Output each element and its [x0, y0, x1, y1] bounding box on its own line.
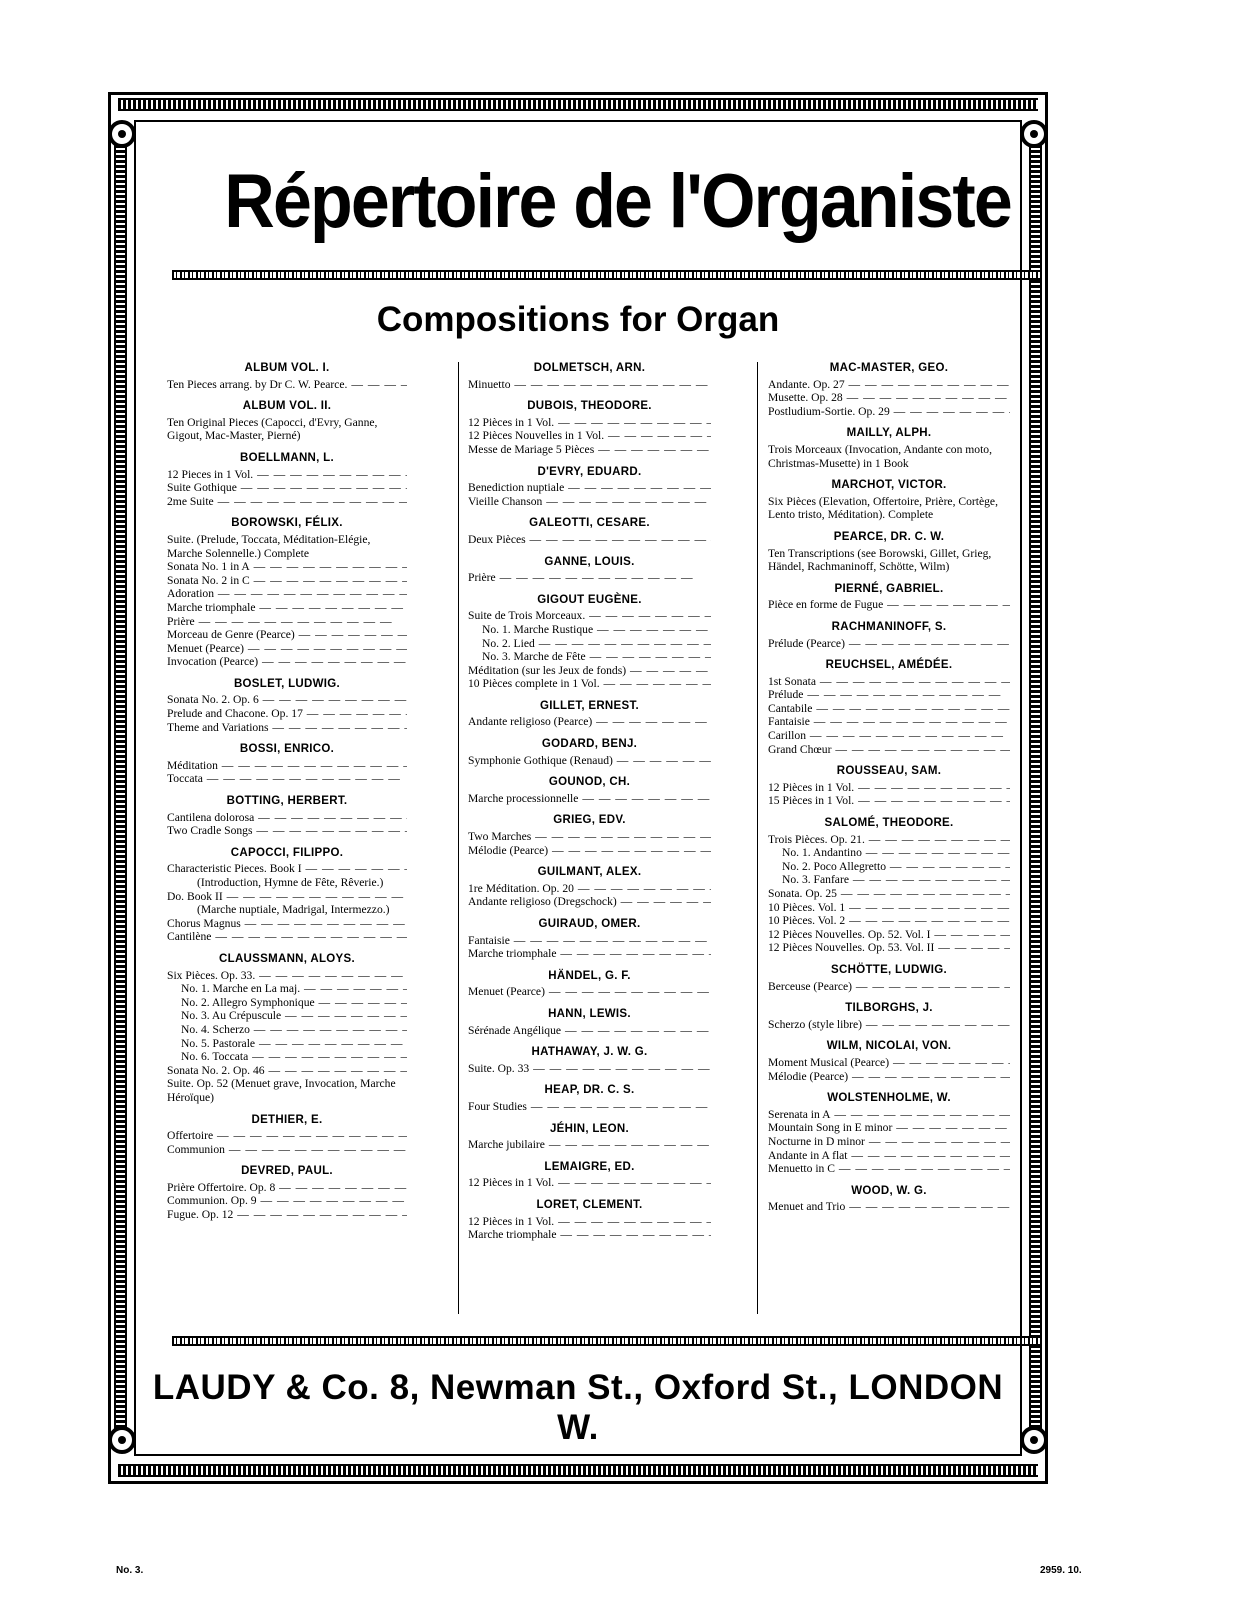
catalogue-item: 12 Pièces Nouvelles. Op. 53. Vol. II — — —: [768, 941, 1010, 955]
chain-border-bottom: [118, 1464, 1038, 1477]
catalogue-column-2: [468, 362, 711, 1242]
page-subtitle: Compositions for Organ: [376, 300, 780, 339]
composer-heading: GUIRAUD, OMER.: [538, 918, 641, 930]
catalogue-item: Marche processionnelle — — —: [468, 792, 711, 806]
composer-heading: JÉHIN, LEON.: [549, 1122, 629, 1135]
catalogue-item: Four Studies — — —: [468, 1100, 711, 1114]
catalogue-item: No. 3. Fanfare — — —: [768, 873, 1010, 887]
composer-heading: LORET, CLEMENT.: [536, 1198, 643, 1211]
chain-border-top: [118, 98, 1038, 111]
catalogue-item: Cantilena dolorosa — — —: [167, 811, 407, 825]
catalogue-item: Andante religioso (Pearce) — — —: [468, 715, 711, 729]
catalogue-item: Prière Offertoire. Op. 8 — — —: [167, 1181, 407, 1195]
composer-heading: DUBOIS, THEODORE.: [527, 400, 652, 413]
ornamental-rule-top: [172, 270, 1040, 280]
catalogue-item: Benediction nuptiale — — —: [468, 481, 711, 495]
catalogue-item: Trois Pièces. Op. 21. — — —: [768, 833, 1010, 847]
composer-heading: HATHAWAY, J. W. G.: [531, 1046, 648, 1059]
composer-heading: REUCHSEL, AMÉDÉE.: [825, 659, 953, 672]
catalogue-item: Menuet (Pearce) — — —: [468, 985, 711, 999]
corner-scroll-ornament: [1020, 120, 1048, 148]
catalogue-item: Toccata — — —: [167, 772, 407, 786]
composer-heading: LEMAIGRE, ED.: [544, 1160, 635, 1173]
catalogue-item: Postludium-Sortie. Op. 29 — — —: [768, 405, 1010, 419]
catalogue-item: 10 Pièces. Vol. 2 — — —: [768, 914, 1010, 928]
catalogue-item: Grand Chœur — — —: [768, 743, 1010, 757]
column-divider: [458, 362, 459, 1314]
composer-heading: HÄNDEL, G. F.: [548, 969, 631, 982]
catalogue-item: (Introduction, Hymne de Fête, Rêverie.): [197, 876, 384, 889]
catalogue-column-3: [768, 362, 1010, 1214]
catalogue-item: No. 1. Marche Rustique — — —: [468, 623, 711, 637]
composer-heading: HANN, LEWIS.: [548, 1007, 631, 1020]
page-title: Répertoire de l'Organiste: [224, 159, 1011, 244]
catalogue-item: 12 Pièces in 1 Vol. — — —: [468, 1176, 711, 1190]
catalogue-item: Chorus Magnus — — —: [167, 917, 407, 931]
catalogue-item: Suite de Trois Morceaux. — — —: [468, 609, 711, 623]
catalogue-item: Ten Transcriptions (see Borowski, Gillet, Grieg, Händel, Rachmaninoff, Schötte, Wilm): [768, 546, 992, 574]
catalogue-item: 2me Suite — — —: [167, 495, 407, 509]
catalogue-item: Mélodie (Pearce) — — —: [768, 1070, 1010, 1084]
composer-heading: GALEOTTI, CESARE.: [529, 517, 650, 530]
catalogue-item: 10 Pièces. Vol. 1 — — —: [768, 901, 1010, 915]
catalogue-item: Suite. (Prelude, Toccata, Méditation-Elégie, Marche Solennelle.) Complete: [167, 532, 371, 560]
composer-heading: ROUSSEAU, SAM.: [836, 765, 942, 778]
catalogue-item: Suite. Op. 33 — — —: [468, 1062, 711, 1076]
catalogue-item: No. 3. Au Crépuscule — — —: [167, 1009, 407, 1023]
catalogue-item: Cantabile — — —: [768, 702, 1010, 716]
catalogue-item: Menuet and Trio — — —: [768, 1200, 1010, 1214]
composer-heading: ALBUM VOL. II.: [242, 400, 332, 413]
catalogue-item: Messe de Mariage 5 Pièces — — —: [468, 443, 711, 457]
catalogue-item: Vieille Chanson — — —: [468, 495, 711, 509]
composer-heading: D'EVRY, EDUARD.: [537, 465, 642, 478]
catalogue-item: 15 Pièces in 1 Vol. — — —: [768, 794, 1010, 808]
catalogue-item: Do. Book II — — —: [167, 890, 407, 904]
composer-heading: MARCHOT, VICTOR.: [831, 479, 947, 492]
catalogue-item: No. 4. Scherzo — — —: [167, 1023, 407, 1037]
plate-number-left: No. 3.: [116, 1565, 144, 1576]
catalogue-item: Fantaisie — — —: [468, 934, 711, 948]
chain-border-left: [114, 140, 127, 1440]
catalogue-item: Offertoire — — —: [167, 1129, 407, 1143]
composer-heading: GOUNOD, CH.: [548, 776, 631, 789]
composer-heading: PIERNÉ, GABRIEL.: [834, 582, 944, 595]
catalogue-item: Marche triomphale — — —: [468, 947, 711, 961]
catalogue-item: Sonata. Op. 25 — — —: [768, 887, 1010, 901]
composer-heading: PEARCE, DR. C. W.: [833, 530, 945, 543]
catalogue-item: Marche jubilaire — — —: [468, 1138, 711, 1152]
catalogue-item: (Marche nuptiale, Madrigal, Intermezzo.): [197, 903, 390, 917]
catalogue-item: Nocturne in D minor — — —: [768, 1135, 1010, 1149]
composer-heading: WOOD, W. G.: [851, 1184, 927, 1197]
catalogue-item: Symphonie Gothique (Renaud) — — —: [468, 754, 711, 768]
composer-heading: GODARD, BENJ.: [541, 738, 638, 751]
composer-heading: BOTTING, HERBERT.: [226, 795, 348, 808]
catalogue-item: No. 1. Marche en La maj. — — —: [167, 982, 407, 996]
catalogue-item: Scherzo (style libre) — — —: [768, 1018, 1010, 1032]
catalogue-item: Sonata No. 2 in C — — —: [167, 574, 407, 588]
column-divider: [757, 362, 758, 1314]
composer-heading: DETHIER, E.: [251, 1113, 323, 1126]
composer-heading: BOSLET, LUDWIG.: [233, 677, 341, 690]
composer-heading: MAILLY, ALPH.: [846, 427, 932, 440]
catalogue-item: Two Cradle Songs — — —: [167, 824, 407, 838]
composer-heading: HEAP, DR. C. S.: [544, 1084, 635, 1097]
composer-heading: RACHMANINOFF, S.: [831, 620, 947, 633]
catalogue-item: 12 Pieces in 1 Vol. — — —: [167, 468, 407, 482]
catalogue-item: 12 Pièces in 1 Vol. — — —: [768, 781, 1010, 795]
catalogue-item: Berceuse (Pearce) — — —: [768, 980, 1010, 994]
catalogue-item: No. 3. Marche de Fête — — —: [468, 650, 711, 664]
catalogue-item: Sonata No. 1 in A — — —: [167, 560, 407, 574]
catalogue-item: Fantaisie — — —: [768, 715, 1010, 729]
composer-heading: CAPOCCI, FILIPPO.: [230, 846, 344, 859]
catalogue-item: Prélude — — —: [768, 688, 1010, 702]
catalogue-item: Sonata No. 2. Op. 46 — — —: [167, 1064, 407, 1078]
catalogue-item: Andante in A flat — — —: [768, 1149, 1010, 1163]
catalogue-item: 12 Pièces in 1 Vol. — — —: [468, 416, 711, 430]
catalogue-item: Communion — — —: [167, 1143, 407, 1157]
composer-heading: TILBORGHS, J.: [845, 1002, 933, 1015]
catalogue-item: Minuetto — — —: [468, 378, 711, 392]
composer-heading: ALBUM VOL. I.: [244, 362, 330, 374]
catalogue-item: Mountain Song in E minor — — —: [768, 1121, 1010, 1135]
composer-heading: GIGOUT EUGÈNE.: [537, 593, 642, 606]
catalogue-item: Carillon — — —: [768, 729, 1010, 743]
composer-heading: WOLSTENHOLME, W.: [827, 1092, 951, 1105]
composer-heading: BOELLMANN, L.: [240, 451, 334, 464]
catalogue-item: Menuet (Pearce) — — —: [167, 642, 407, 656]
catalogue-item: Andante religioso (Dregschock) — — —: [468, 895, 711, 909]
catalogue-item: Two Marches — — —: [468, 830, 711, 844]
catalogue-item: Characteristic Pieces. Book I — — —: [167, 862, 407, 876]
composer-heading: MAC-MASTER, GEO.: [829, 362, 949, 374]
catalogue-item: 1st Sonata — — —: [768, 675, 1010, 689]
catalogue-item: 12 Pièces in 1 Vol. — — —: [468, 1215, 711, 1229]
catalogue-item: No. 2. Lied — — —: [468, 637, 711, 651]
catalogue-item: No. 2. Poco Allegretto — — —: [768, 860, 1010, 874]
catalogue-item: Suite Gothique — — —: [167, 481, 407, 495]
composer-heading: GILLET, ERNEST.: [539, 699, 640, 712]
catalogue-item: Sonata No. 2. Op. 6 — — —: [167, 693, 407, 707]
catalogue-item: Pièce en forme de Fugue — — —: [768, 598, 1010, 612]
catalogue-item: Theme and Variations — — —: [167, 721, 407, 735]
catalogue-item: 10 Pièces complete in 1 Vol. — — —: [468, 677, 711, 691]
composer-heading: SCHÖTTE, LUDWIG.: [831, 963, 947, 976]
publisher-imprint: LAUDY & Co. 8, Newman St., Oxford St., LONDON W.: [152, 1368, 1004, 1447]
catalogue-item: Andante. Op. 27 — — —: [768, 378, 1010, 392]
catalogue-item: Musette. Op. 28 — — —: [768, 391, 1010, 405]
composer-heading: DEVRED, PAUL.: [241, 1165, 333, 1178]
composer-heading: BOSSI, ENRICO.: [239, 743, 335, 756]
catalogue-item: Communion. Op. 9 — — —: [167, 1194, 407, 1208]
catalogue-item: 1re Méditation. Op. 20 — — —: [468, 882, 711, 896]
corner-scroll-ornament: [108, 120, 136, 148]
catalogue-item: Invocation (Pearce) — — —: [167, 655, 407, 669]
composer-heading: DOLMETSCH, ARN.: [533, 362, 646, 374]
catalogue-item: 12 Pièces Nouvelles. Op. 52. Vol. I — — —: [768, 928, 1010, 942]
ornamental-rule-bottom: [172, 1336, 1040, 1346]
catalogue-item: Serenata in A — — —: [768, 1108, 1010, 1122]
catalogue-item: No. 5. Pastorale — — —: [167, 1037, 407, 1051]
catalogue-item: Sérénade Angélique — — —: [468, 1024, 711, 1038]
catalogue-item: Six Pièces (Elevation, Offertoire, Prière, Cortège, Lento tristo, Méditation). Complete: [768, 494, 998, 522]
composer-heading: GUILMANT, ALEX.: [537, 866, 642, 879]
composer-heading: GRIEG, EDV.: [553, 814, 626, 827]
catalogue-item: Marche triomphale — — —: [167, 601, 407, 615]
catalogue-item: Cantilène — — —: [167, 930, 407, 944]
catalogue-item: Méditation — — —: [167, 759, 407, 773]
catalogue-item: Ten Original Pieces (Capocci, d'Evry, Ganne, Gigout, Mac-Master, Pierné): [167, 415, 378, 443]
composer-heading: SALOMÉ, THEODORE.: [824, 817, 954, 830]
catalogue-item: Moment Musical (Pearce) — — —: [768, 1056, 1010, 1070]
catalogue-item: Mélodie (Pearce) — — —: [468, 844, 711, 858]
composer-heading: WILM, NICOLAI, VON.: [826, 1040, 952, 1053]
catalogue-item: Suite. Op. 52 (Menuet grave, Invocation, Marche Héroïque): [167, 1077, 396, 1104]
catalogue-item: No. 2. Allegro Symphonique — — —: [167, 996, 407, 1010]
catalogue-item: Marche triomphale — — —: [468, 1228, 711, 1242]
composer-heading: CLAUSSMANN, ALOYS.: [219, 952, 355, 965]
catalogue-item: Prière — — —: [468, 571, 711, 585]
plate-number-right: 2959. 10.: [1040, 1565, 1082, 1576]
catalogue-item: Morceau de Genre (Pearce) — — —: [167, 628, 407, 642]
corner-scroll-ornament: [108, 1426, 136, 1454]
catalogue-item: 12 Pièces Nouvelles in 1 Vol. — — —: [468, 429, 711, 443]
catalogue-item: No. 6. Toccata — — —: [167, 1050, 407, 1064]
catalogue-item: Trois Morceaux (Invocation, Andante con moto, Christmas-Musette) in 1 Book: [768, 442, 992, 470]
catalogue-item: Prelude and Chacone. Op. 17 — — —: [167, 707, 407, 721]
composer-heading: BOROWSKI, FÉLIX.: [231, 517, 343, 530]
catalogue-item: Deux Pièces — — —: [468, 533, 711, 547]
catalogue-item: No. 1. Andantino — — —: [768, 846, 1010, 860]
catalogue-item: Prélude (Pearce) — — —: [768, 637, 1010, 651]
catalogue-item: Adoration — — —: [167, 587, 407, 601]
chain-border-right: [1029, 140, 1042, 1440]
catalogue-column-1: [167, 362, 407, 1222]
catalogue-item: Menuetto in C — — —: [768, 1162, 1010, 1176]
catalogue-item: Prière — — —: [167, 615, 407, 629]
composer-heading: GANNE, LOUIS.: [544, 555, 635, 568]
catalogue-item: Fugue. Op. 12 — — —: [167, 1208, 407, 1222]
catalogue-item: Ten Pieces arrang. by Dr C. W. Pearce. — — —: [167, 378, 407, 392]
corner-scroll-ornament: [1020, 1426, 1048, 1454]
catalogue-item: Six Pièces. Op. 33. — — —: [167, 969, 407, 983]
catalogue-item: Méditation (sur les Jeux de fonds) — — —: [468, 664, 711, 678]
